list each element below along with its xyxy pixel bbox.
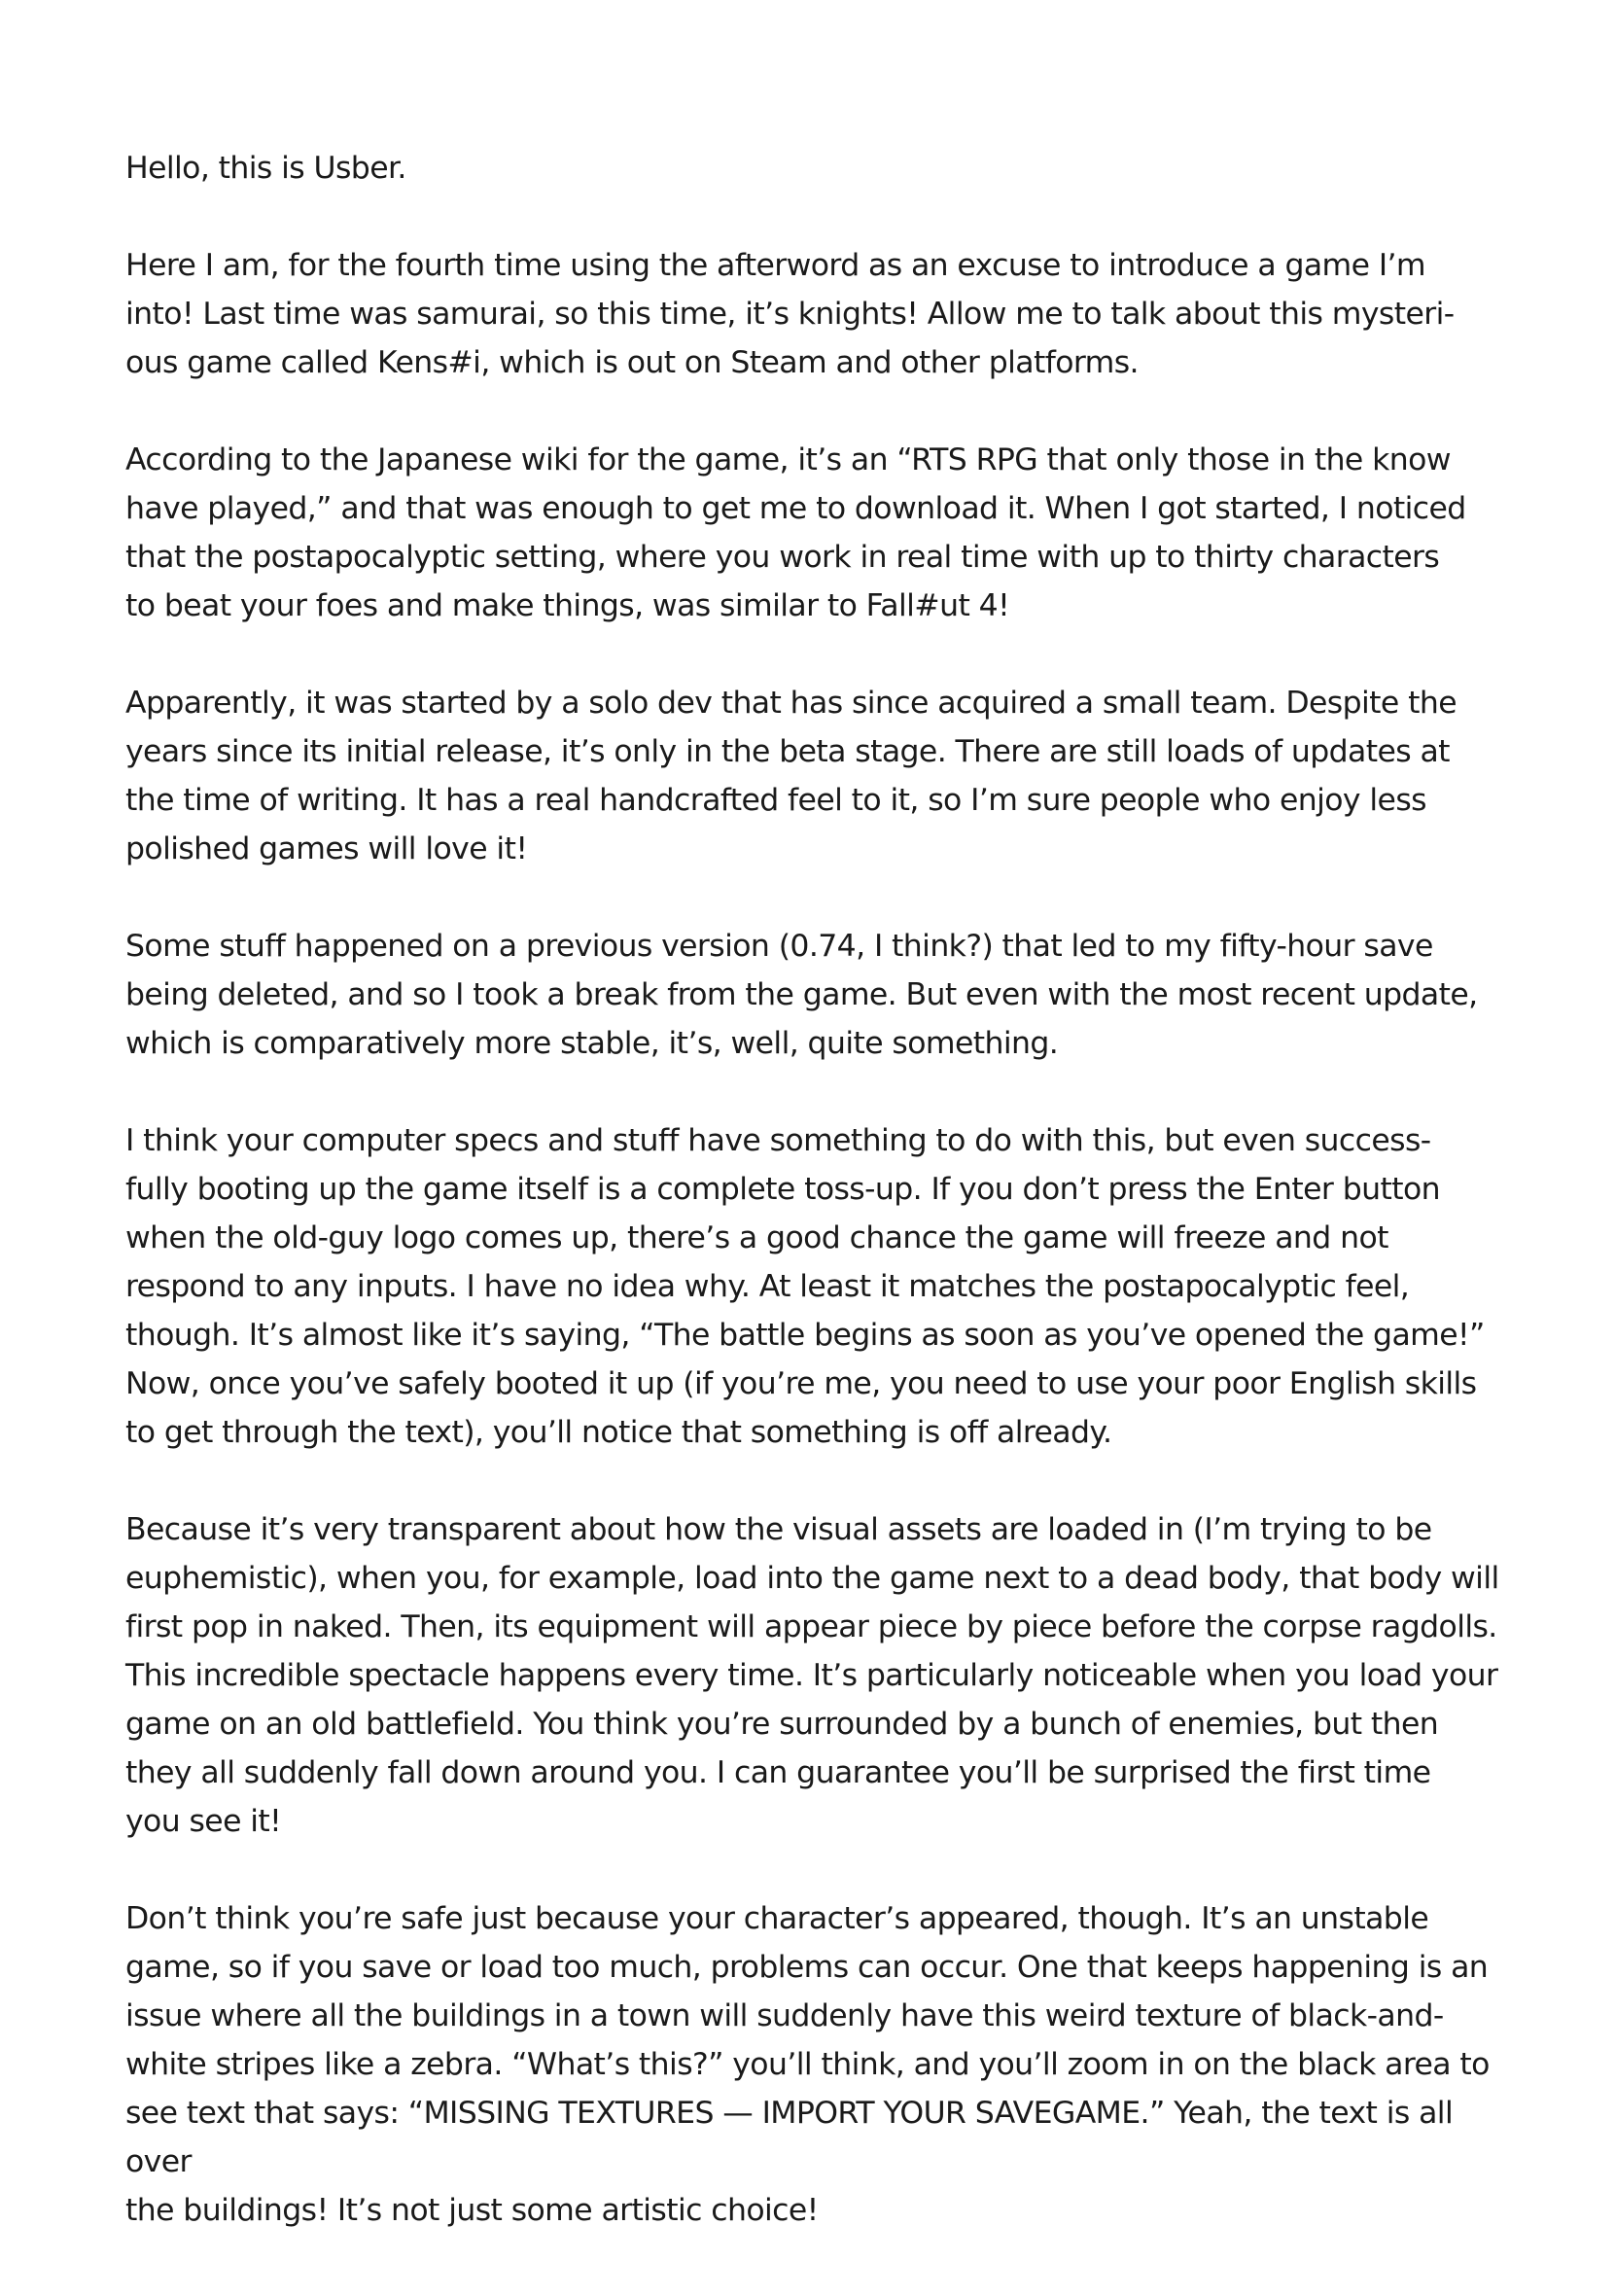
paragraph-solo-dev: Apparently, it was started by a solo dev that has since acquired a small team. Despite the years since its initial release, it’s only in the beta stage. There are still loads of updates at the time of writing. It has a real handcrafted feel to it, so I’m sure people who enjoy less polished games will love it!	[125, 686, 1457, 866]
afterword-text	[125, 144, 1511, 2235]
paragraph-missing-textures: Don’t think you’re safe just because your character’s appeared, though. It’s an unstable game, so if you save or load too much, problems can occur. One that keeps happening is an issue where all the buildings in a town will suddenly have this weird texture of black-and- white stripes like a zebra. “What’s this?” you’ll think, and you’ll zoom in on the black area to see text that says: “MISSING TEXTURES — IMPORT YOUR SAVEGAME.” Yeah, the text is all over the buildings! It’s not just some artistic choice!	[125, 1901, 1490, 2228]
paragraph-greeting: Hello, this is Usber.	[125, 151, 406, 186]
paragraph-visual-assets: Because it’s very transparent about how the visual assets are loaded in (I’m trying to be euphemistic), when you, for example, load into the game next to a dead body, that body will first pop in naked. Then, its equipment will appear piece by piece before the corpse ragdolls. This incredible spectacle happens every time. It’s particularly noticeable when you load your game on an old battlefield. You think you’re surrounded by a bunch of enemies, but then they all suddenly fall down around you. I can guarantee you’ll be surprised the first time you see it!	[125, 1512, 1499, 1839]
paragraph-introduction: Here I am, for the fourth time using the afterword as an excuse to introduce a game I’m into! Last time was samurai, so this time, it’s knights! Allow me to talk about this mysteri- ous game called Kens#i, which is out on Steam and other platforms.	[125, 248, 1455, 380]
paragraph-japanese-wiki: According to the Japanese wiki for the game, it’s an “RTS RPG that only those in the know have played,” and that was enough to get me to download it. When I got started, I noticed that the postapocalyptic setting, where you work in real time with up to thirty characters to beat your foes and make things, was similar to Fall#ut 4!	[125, 442, 1466, 623]
paragraph-booting-up: I think your computer specs and stuff have something to do with this, but even success- fully booting up the game itself is a complete toss-up. If you don’t press the Enter button when the old-guy logo comes up, there’s a good chance the game will freeze and not respond to any inputs. I have no idea why. At least it matches the postapocalyptic feel, though. It’s almost like it’s saying, “The battle begins as soon as you’ve opened the game!” Now, once you’ve safely booted it up (if you’re me, you need to use your poor English skills to get through the text), you’ll notice that something is off already.	[125, 1123, 1485, 1450]
paragraph-deleted-save: Some stuff happened on a previous version (0.74, I think?) that led to my fifty-hour save being deleted, and so I took a break from the game. But even with the most recent update, which is comparatively more stable, it’s, well, quite something.	[125, 929, 1478, 1061]
